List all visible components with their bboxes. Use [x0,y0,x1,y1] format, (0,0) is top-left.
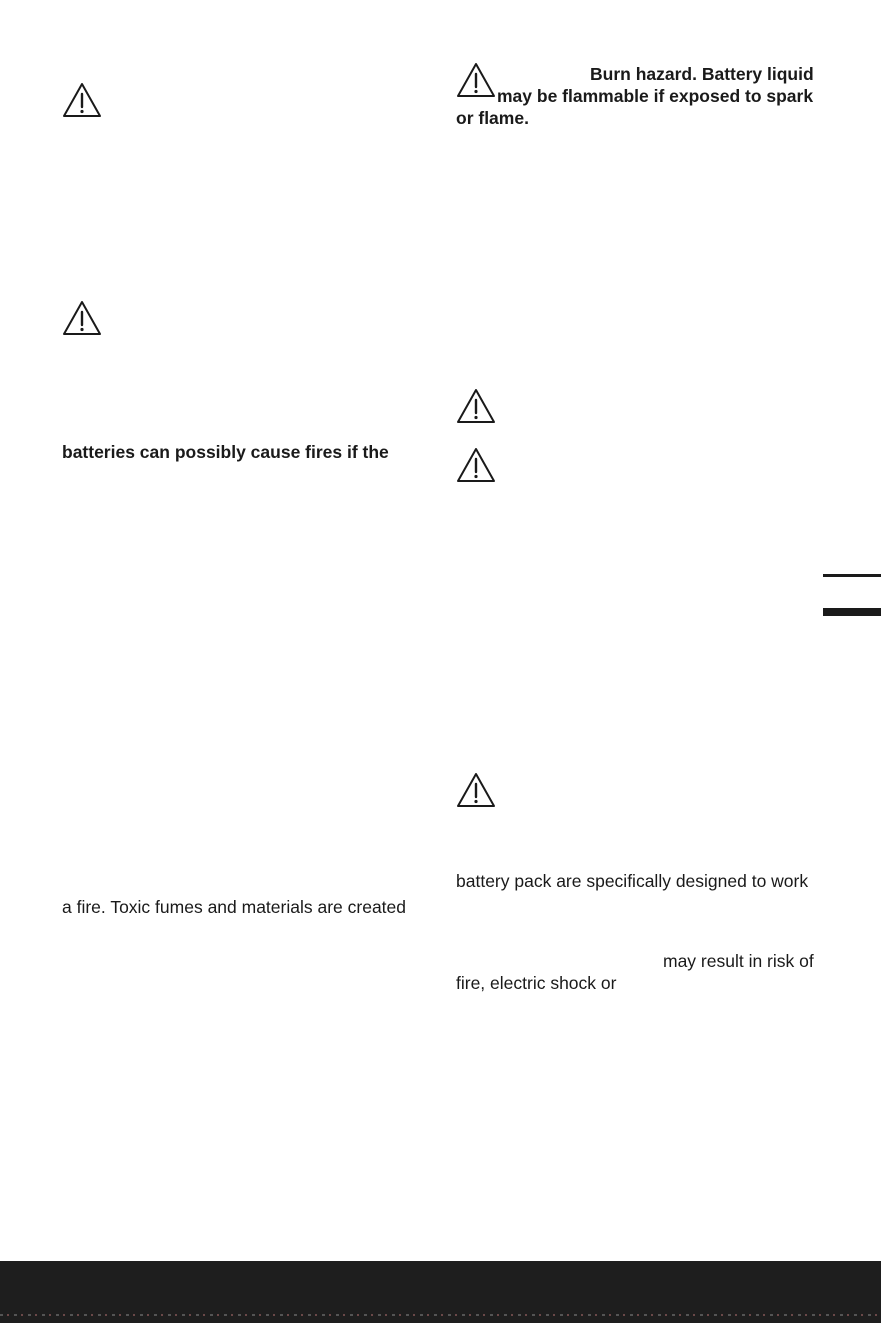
toxic-fumes-text: a fire. Toxic fumes and materials are created [62,897,407,917]
footer-print-strip [0,1314,881,1316]
footer-band [0,1261,881,1323]
burn-hazard-text: may be flammable if exposed to spark [497,86,814,106]
battery-fire-warning-text: batteries can possibly cause fires if the [62,442,389,462]
electric-shock-text: fire, electric shock or [456,973,617,993]
risk-text: may result in risk of [663,951,814,971]
burn-hazard-text: or flame. [456,108,529,128]
battery-pack-text: battery pack are specifically designed to work [456,871,809,891]
warning-triangle-icon [62,82,102,118]
warning-triangle-icon [456,447,496,483]
burn-hazard-heading: Burn hazard. Battery liquid [590,64,814,84]
section-tab-divider [823,574,881,577]
warning-triangle-icon [62,300,102,336]
section-tab-marker [823,608,881,616]
warning-triangle-icon [456,388,496,424]
warning-triangle-icon [456,772,496,808]
warning-triangle-icon [456,62,496,98]
